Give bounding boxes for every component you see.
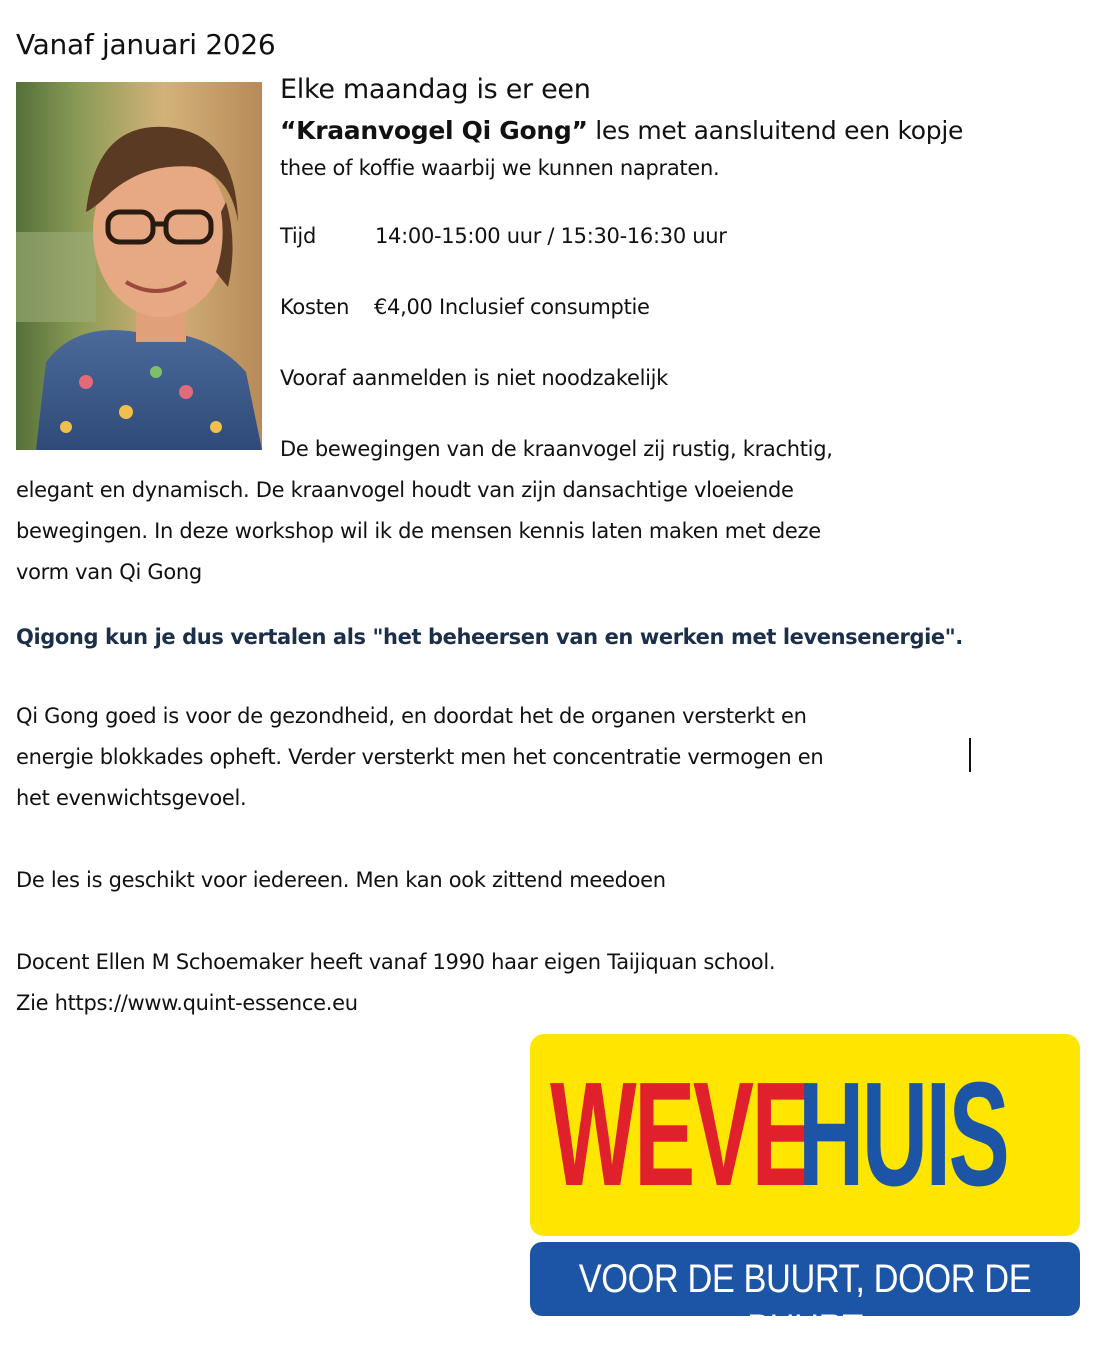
logo-yellow-panel <box>530 1034 1080 1236</box>
description-line-2: elegant en dynamisch. De kraanvogel houdt van zijn dansachtige vloeiende <box>16 478 794 502</box>
description-line-3: bewegingen. In deze workshop wil ik de mensen kennis laten maken met deze <box>16 519 821 543</box>
text-cursor <box>969 738 971 772</box>
registration-note: Vooraf aanmelden is niet noodzakelijk <box>280 366 669 390</box>
intro-line-2 <box>280 116 963 146</box>
cost-value: €4,00 Inclusief consumptie <box>374 295 650 319</box>
page-heading: Vanaf januari 2026 <box>16 28 276 61</box>
suitability-note: De les is geschikt voor iedereen. Men kan ook zittend meedoen <box>16 868 666 892</box>
description-line-4: vorm van Qi Gong <box>16 560 202 584</box>
portrait-illustration <box>16 82 262 450</box>
time-value: 14:00-15:00 uur / 15:30-16:30 uur <box>375 224 727 248</box>
intro-line-2-rest: les met aansluitend een kopje <box>595 116 964 145</box>
intro-line-3: thee of koffie waarbij we kunnen napraten. <box>280 156 720 180</box>
teacher-line-2: Zie https://www.quint-essence.eu <box>16 991 358 1015</box>
teacher-line-1: Docent Ellen M Schoemaker heeft vanaf 1990 haar eigen Taijiquan school. <box>16 950 776 974</box>
benefits-line-3: het evenwichtsgevoel. <box>16 786 247 810</box>
benefits-line-1: Qi Gong goed is voor de gezondheid, en doordat het de organen versterkt en <box>16 704 807 728</box>
description-line-1: De bewegingen van de kraanvogel zij rustig, krachtig, <box>280 437 833 461</box>
logo-word-weve: WEVE <box>550 1052 811 1217</box>
cost-label: Kosten <box>280 295 350 319</box>
logo-word-huis: HUIS <box>798 1052 1008 1217</box>
intro-line-1: Elke maandag is er een <box>280 74 591 105</box>
qigong-definition: Qigong kun je dus vertalen als "het beheersen van en werken met levensenergie". <box>16 625 963 649</box>
course-name: “Kraanvogel Qi Gong” <box>280 116 588 145</box>
wevehuis-logo <box>530 1034 1080 1351</box>
benefits-line-2: energie blokkades opheft. Verder versterkt men het concentratie vermogen en <box>16 745 824 769</box>
logo-blue-banner <box>530 1242 1080 1351</box>
time-label: Tijd <box>280 224 316 248</box>
logo-slogan: VOOR DE BUURT, DOOR DE BUURT <box>578 1257 1032 1351</box>
teacher-photo <box>16 82 262 450</box>
